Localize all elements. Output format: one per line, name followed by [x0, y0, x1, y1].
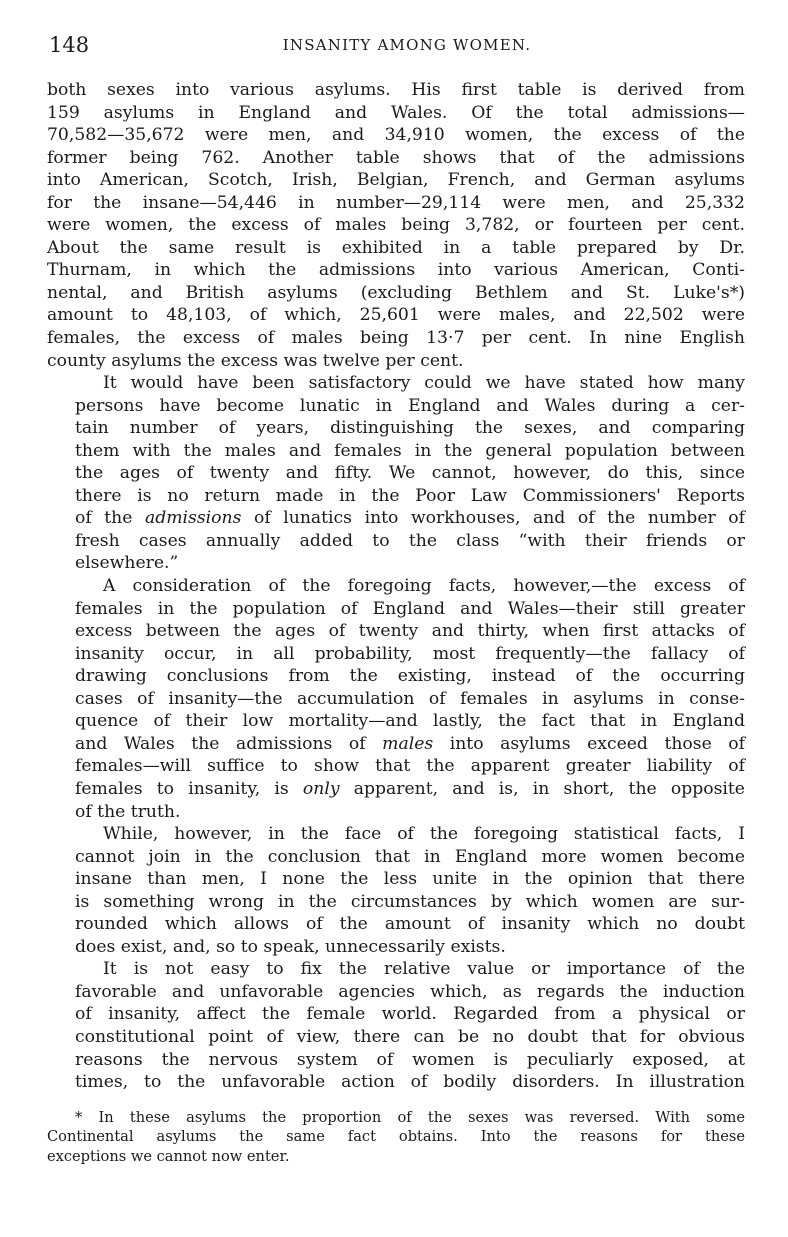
footnote	[47, 1108, 745, 1167]
text-line: the ages of twenty and fifty. We cannot, however, do this, since	[75, 463, 745, 484]
text-line: Thurnam, in which the admissions into various American, Conti-	[47, 260, 745, 281]
footnote-line: * In these asylums the proportion of the sexes was reversed. With some	[75, 1108, 745, 1126]
text-line: insane than men, I none the less unite in the opinion that there	[75, 869, 745, 890]
text-line: insanity occur, in all probability, most frequently—the fallacy of	[75, 643, 745, 664]
text-line: It is not easy to fix the relative value or importance of the	[103, 959, 745, 980]
text-line: does exist, and, so to speak, unnecessarily exists.	[75, 936, 506, 957]
text-line: 70,582—35,672 were men, and 34,910 women, the excess of the	[47, 125, 745, 146]
text-line: into American, Scotch, Irish, Belgian, French, and German asylums	[47, 170, 745, 191]
text-line: and Wales the admissions of males into asylums exceed those of	[75, 733, 745, 754]
paragraph-2	[47, 372, 745, 575]
running-title: INSANITY AMONG WOMEN.	[282, 36, 532, 54]
text-line: A consideration of the foregoing facts, however,—the excess of	[103, 576, 745, 597]
text-line: It would have been satisfactory could we have stated how many	[103, 373, 745, 394]
book-page	[47, 30, 745, 1166]
text-line: fresh cases annually added to the class “with their friends or	[75, 530, 745, 551]
text-line: of insanity, affect the female world. Regarded from a physical or	[75, 1004, 745, 1025]
text-line: females to insanity, is only apparent, and is, in short, the opposite	[75, 778, 745, 799]
paragraph-4	[47, 823, 745, 958]
text-line: females—will suffice to show that the apparent greater liability of	[75, 756, 745, 777]
text-line: were women, the excess of males being 3,782, or fourteen per cent.	[47, 215, 745, 236]
text-line: former being 762. Another table shows that of the admissions	[47, 147, 745, 168]
text-line: is something wrong in the circumstances by which women are sur-	[75, 891, 745, 912]
text-line: excess between the ages of twenty and thirty, when first attacks of	[75, 621, 745, 642]
text-line: rounded which allows of the amount of insanity which no doubt	[75, 914, 745, 935]
text-line: there is no return made in the Poor Law Commissioners' Reports	[75, 485, 745, 506]
footnote-line: Continental asylums the same fact obtains. Into the reasons for these	[47, 1128, 745, 1146]
text-line: for the insane—54,446 in number—29,114 were men, and 25,332	[47, 192, 745, 213]
text-line: of the admissions of lunatics into workhouses, and of the number of	[75, 508, 745, 529]
text-line: quence of their low mortality—and lastly, the fact that in England	[75, 711, 745, 732]
text-line: times, to the unfavorable action of bodily disorders. In illustration	[75, 1072, 745, 1093]
text-line: females in the population of England and Wales—their still greater	[75, 598, 745, 619]
text-line: amount to 48,103, of which, 25,601 were males, and 22,502 were	[47, 305, 745, 326]
paragraph-3	[47, 575, 745, 823]
text-line: While, however, in the face of the foregoing statistical facts, I	[103, 824, 745, 845]
text-line: both sexes into various asylums. His first table is derived from	[47, 80, 745, 100]
text-line: county asylums the excess was twelve per cent.	[47, 350, 464, 371]
text-line: About the same result is exhibited in a table prepared by Dr.	[47, 237, 745, 258]
body-text	[47, 79, 745, 1094]
paragraph-5	[47, 958, 745, 1093]
text-line: reasons the nervous system of women is peculiarly exposed, at	[75, 1049, 745, 1070]
text-line: favorable and unfavorable agencies which, as regards the induction	[75, 981, 745, 1002]
text-line: elsewhere.”	[75, 553, 179, 574]
text-line: nental, and British asylums (excluding Bethlem and St. Luke's*)	[47, 282, 745, 303]
text-line: tain number of years, distinguishing the sexes, and comparing	[75, 418, 745, 439]
text-line: cannot join in the conclusion that in England more women become	[75, 846, 745, 867]
running-head	[47, 30, 745, 60]
text-line: of the truth.	[75, 801, 181, 822]
text-line: them with the males and females in the general population between	[75, 440, 745, 461]
text-line: drawing conclusions from the existing, instead of the occurring	[75, 666, 745, 687]
text-line: persons have become lunatic in England and Wales during a cer-	[75, 395, 745, 416]
text-line: 159 asylums in England and Wales. Of the total admissions—	[47, 102, 745, 123]
footnote-line: exceptions we cannot now enter.	[47, 1147, 290, 1165]
paragraph-1	[47, 79, 745, 372]
page-number: 148	[49, 33, 90, 57]
text-line: females, the excess of males being 13·7 per cent. In nine English	[47, 328, 745, 349]
text-line: constitutional point of view, there can be no doubt that for obvious	[75, 1026, 745, 1047]
text-line: cases of insanity—the accumulation of females in asylums in conse-	[75, 688, 745, 709]
